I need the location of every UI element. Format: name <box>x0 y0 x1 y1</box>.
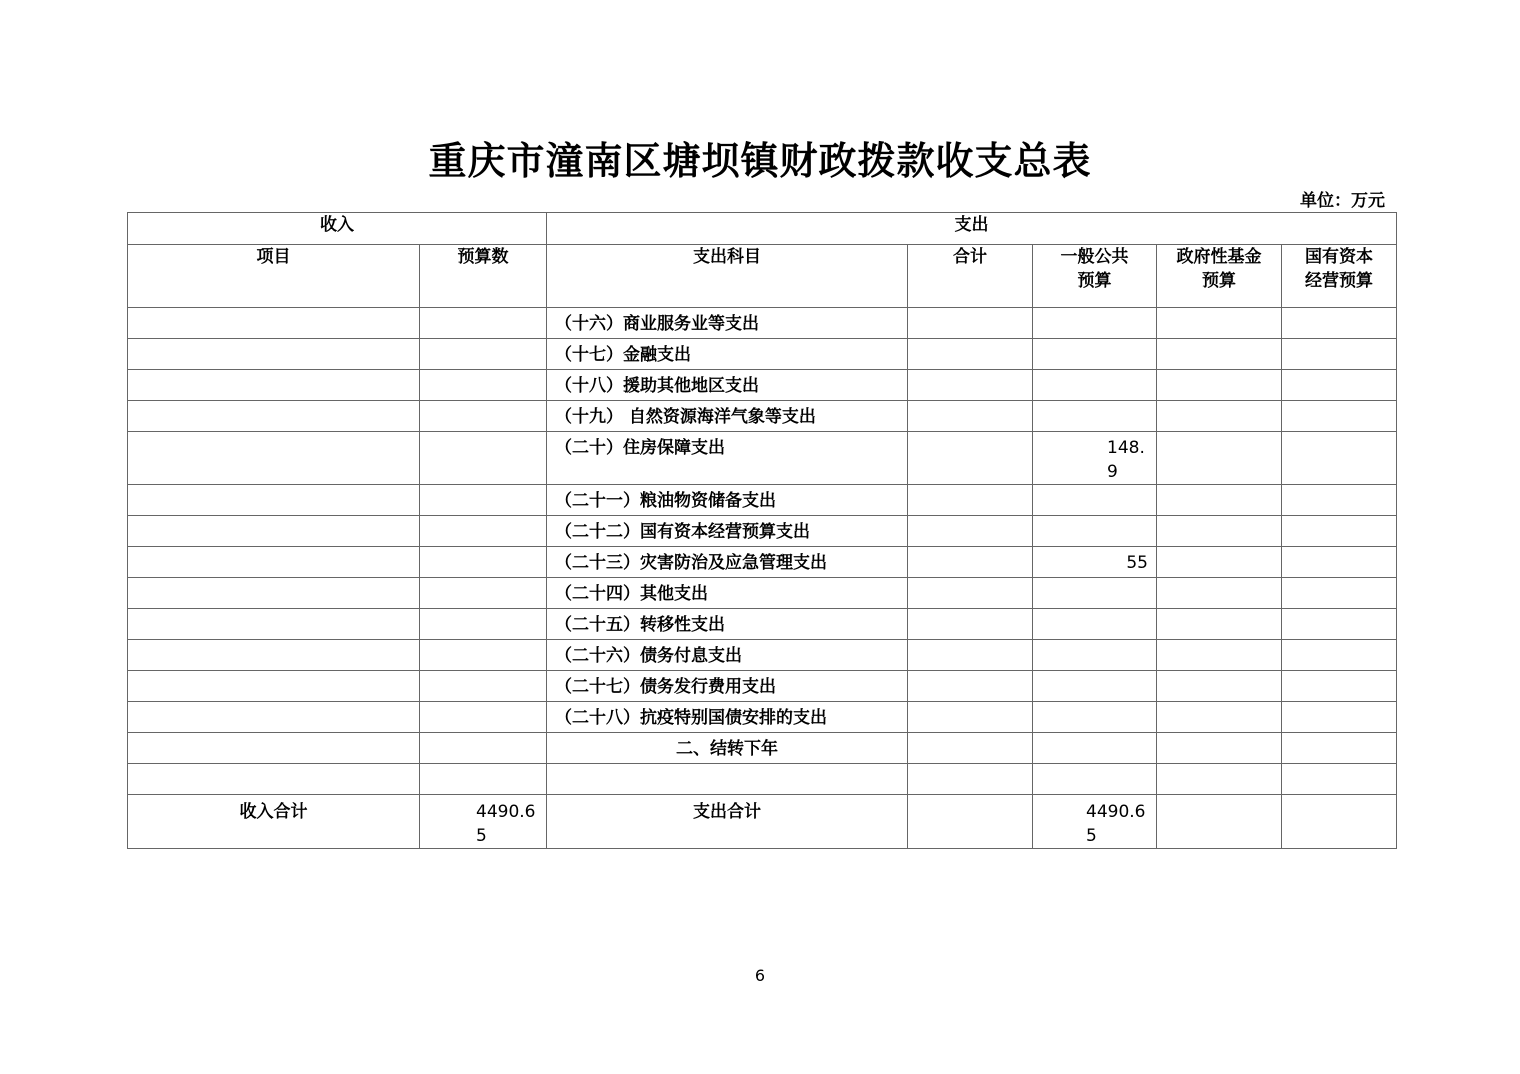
table-row <box>128 640 1397 671</box>
budget-table <box>127 212 1397 849</box>
general-public-cell <box>1033 702 1157 733</box>
expense-subject-cell: （二十七）债务发行费用支出 <box>547 671 908 702</box>
general-public-cell <box>1033 516 1157 547</box>
subject-header: 支出科目 <box>547 245 908 308</box>
general-public-cell <box>1033 733 1157 764</box>
general-public-cell <box>1033 485 1157 516</box>
expense-header: 支出 <box>547 213 1397 245</box>
general-public-header-line2: 预算 <box>1077 271 1112 291</box>
unit-label: 单位：万元 <box>1300 191 1385 211</box>
table-row <box>128 609 1397 640</box>
state-capital-header <box>1282 245 1397 308</box>
table-row <box>128 733 1397 764</box>
general-public-cell <box>1033 401 1157 432</box>
general-public-cell: 55 <box>1033 547 1157 578</box>
table-row <box>128 516 1397 547</box>
general-public-header <box>1033 245 1157 308</box>
expense-subject-cell: （二十八）抗疫特别国债安排的支出 <box>547 702 908 733</box>
gov-fund-header <box>1157 245 1282 308</box>
table-row <box>128 702 1397 733</box>
totals-row <box>128 795 1397 849</box>
general-public-header-line1: 一般公共 <box>1060 247 1129 267</box>
expense-subject-cell: （二十）住房保障支出 <box>547 432 908 485</box>
general-public-cell <box>1033 640 1157 671</box>
table-row <box>128 578 1397 609</box>
expense-subject-cell: （十八）援助其他地区支出 <box>547 370 908 401</box>
income-total-label: 收入合计 <box>128 795 420 849</box>
gov-fund-header-line1: 政府性基金 <box>1176 247 1262 267</box>
expense-subject-cell: （十六）商业服务业等支出 <box>547 308 908 339</box>
state-capital-header-line1: 国有资本 <box>1305 247 1374 267</box>
item-header: 项目 <box>128 245 420 308</box>
expense-total-general: 4490.65 <box>1033 795 1157 849</box>
table-row <box>128 339 1397 370</box>
table-row <box>128 485 1397 516</box>
page-title: 重庆市潼南区塘坝镇财政拨款收支总表 <box>428 138 1092 183</box>
general-public-cell: 148.9 <box>1033 432 1157 485</box>
page-number: 6 <box>754 966 766 985</box>
budget-header: 预算数 <box>420 245 547 308</box>
income-header: 收入 <box>128 213 547 245</box>
table-row <box>128 432 1397 485</box>
total-header: 合计 <box>908 245 1033 308</box>
expense-subject-cell: （十九） 自然资源海洋气象等支出 <box>547 401 908 432</box>
table-row <box>128 401 1397 432</box>
header-row-top <box>128 213 1397 245</box>
expense-subject-cell: （二十一）粮油物资储备支出 <box>547 485 908 516</box>
general-public-cell <box>1033 370 1157 401</box>
income-total-value: 4490.65 <box>420 795 547 849</box>
general-public-cell <box>1033 308 1157 339</box>
state-capital-header-line2: 经营预算 <box>1305 271 1374 291</box>
general-public-cell <box>1033 671 1157 702</box>
table-row <box>128 370 1397 401</box>
expense-subject-cell: 二、结转下年 <box>547 733 908 764</box>
general-public-cell <box>1033 578 1157 609</box>
expense-subject-cell: （十七）金融支出 <box>547 339 908 370</box>
expense-subject-cell: （二十六）债务付息支出 <box>547 640 908 671</box>
gov-fund-header-line2: 预算 <box>1202 271 1236 291</box>
expense-subject-cell: （二十五）转移性支出 <box>547 609 908 640</box>
expense-subject-cell: （二十二）国有资本经营预算支出 <box>547 516 908 547</box>
blank-row <box>128 764 1397 795</box>
data-rows <box>128 308 1397 764</box>
expense-subject-cell: （二十四）其他支出 <box>547 578 908 609</box>
header-row-columns <box>128 245 1397 308</box>
expense-total-label: 支出合计 <box>547 795 908 849</box>
expense-subject-cell: （二十三）灾害防治及应急管理支出 <box>547 547 908 578</box>
table-row <box>128 308 1397 339</box>
table-row <box>128 671 1397 702</box>
general-public-cell <box>1033 609 1157 640</box>
table-row <box>128 547 1397 578</box>
general-public-cell <box>1033 339 1157 370</box>
